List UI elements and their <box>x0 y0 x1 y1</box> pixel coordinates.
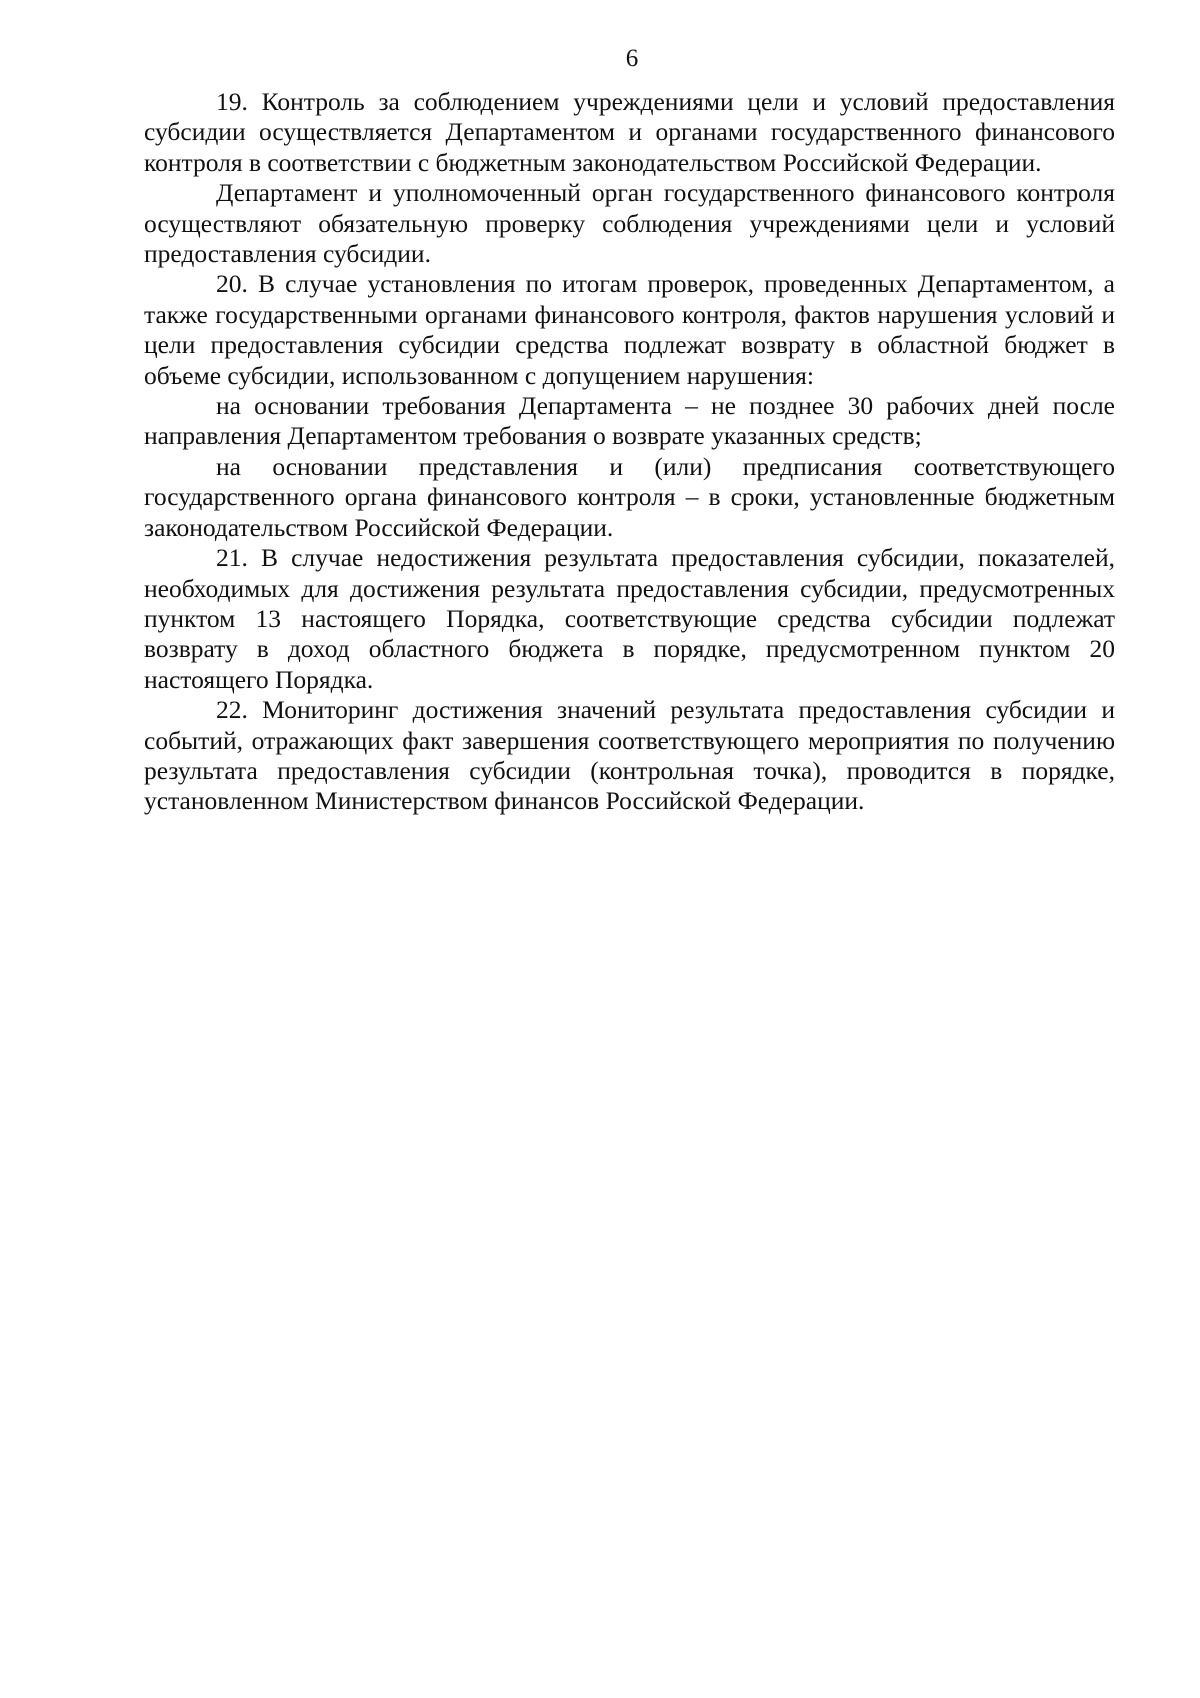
paragraph-19-continued: Департамент и уполномоченный орган государственного финансового контроля осуществляют обязательную проверку соблюдения учреждениями цели и условий предоставления субсидии. <box>144 178 1115 269</box>
paragraph-20-item-department: на основании требования Департамента – не позднее 30 рабочих дней после направления Департаментом требования о возврате указанных средств; <box>144 391 1115 451</box>
paragraph-22: 22. Мониторинг достижения значений результата предоставления субсидии и событий, отражающих факт завершения соответствующего мероприятия по получению результата предоставления субсидии (контрольная точка), проводится в порядке, установленном Министерством финансов Российской Федерации. <box>144 695 1115 816</box>
paragraph-20-item-control-body: на основании представления и (или) предписания соответствующего государственного органа финансового контроля – в сроки, установленные бюджетным законодательством Российской Федерации. <box>144 451 1115 542</box>
paragraph-19: 19. Контроль за соблюдением учреждениями цели и условий предоставления субсидии осуществляется Департаментом и органами государственного финансового контроля в соответствии с бюджетным законодательством Российской Федерации. <box>144 87 1115 177</box>
paragraph-21: 21. В случае недостижения результата предоставления субсидии, показателей, необходимых для достижения результата предоставления субсидии, предусмотренных пунктом 13 настоящего Порядка, соответствующие средства субсидии подлежат возврату в доход областного бюджета в порядке, предусмотренном пунктом 20 настоящего Порядка. <box>144 543 1115 694</box>
page-number: 6 <box>625 45 639 72</box>
document-body <box>144 87 1115 817</box>
paragraph-20: 20. В случае установления по итогам проверок, проведенных Департаментом, а также государственными органами финансового контроля, фактов нарушения условий и цели предоставления субсидии средства подлежат возврату в областной бюджет в объеме субсидии, использованном с допущением нарушения: <box>144 269 1115 390</box>
